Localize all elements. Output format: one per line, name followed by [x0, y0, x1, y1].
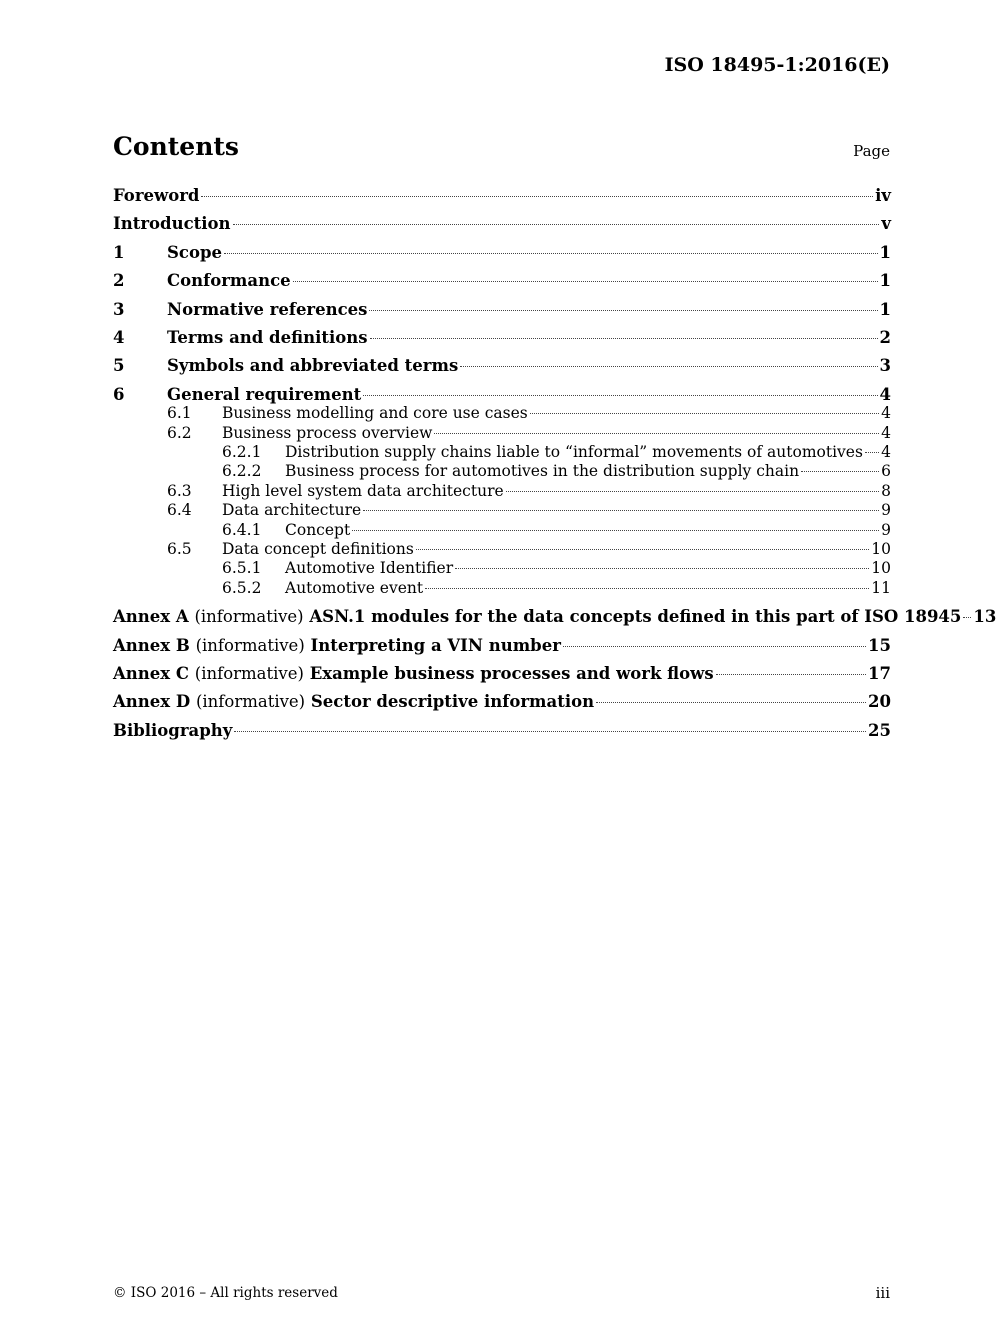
dot-leader: [596, 702, 866, 703]
toc-title: Business process overview: [222, 423, 433, 442]
dot-leader: [716, 674, 866, 675]
toc-page: 4: [881, 404, 891, 423]
toc-page: 6: [881, 462, 891, 481]
toc-title: Terms and definitions: [167, 327, 368, 347]
toc-entry-6-2[interactable]: [113, 424, 891, 443]
toc-title: Introduction: [113, 214, 231, 234]
toc-page: v: [881, 214, 891, 234]
toc-title: Business process for automotives in the distribution supply chain: [285, 462, 800, 481]
toc-number: 6.1: [167, 404, 192, 423]
toc-number: 6: [113, 384, 125, 404]
toc-page: 10: [871, 539, 891, 558]
contents-heading: Contents: [113, 132, 240, 161]
toc-title: ASN.1 modules for the data concepts defined in this part of ISO 18945: [309, 607, 962, 627]
toc-entry-scope[interactable]: [113, 243, 891, 271]
page-number: iii: [875, 1284, 890, 1302]
dot-leader: [506, 491, 879, 492]
toc-entry-6-1[interactable]: [113, 404, 891, 423]
toc-number: 6.3: [167, 481, 192, 500]
toc-entry-normative-references[interactable]: [113, 300, 891, 328]
toc-title: Example business processes and work flows: [309, 663, 714, 683]
toc-entry-6-5[interactable]: [113, 540, 891, 559]
toc-number: 6.5.1: [222, 559, 262, 578]
toc-number: 6.2.2: [222, 462, 262, 481]
toc-title: Normative references: [167, 299, 368, 319]
toc-title: Bibliography: [113, 720, 233, 740]
toc-entry-6-4[interactable]: [113, 501, 891, 520]
dot-leader: [801, 471, 879, 472]
toc-title: Automotive Identifier: [285, 559, 454, 578]
dot-leader: [434, 433, 879, 434]
toc-number: 1: [113, 242, 125, 262]
toc-title: High level system data architecture: [222, 481, 504, 500]
toc-title: Conformance: [167, 271, 291, 291]
toc-page: 20: [868, 692, 891, 712]
toc-page: 2: [879, 327, 891, 347]
annex-kind: (informative): [195, 635, 305, 655]
toc-entry-6-3[interactable]: [113, 482, 891, 501]
toc-entry-6-4-1[interactable]: [113, 521, 891, 540]
page-column-label: Page: [853, 142, 890, 160]
dot-leader: [865, 452, 879, 453]
dot-leader: [369, 310, 877, 311]
toc-title: Data architecture: [222, 501, 362, 520]
dot-leader: [363, 395, 877, 396]
toc-title: Data concept definitions: [222, 539, 414, 558]
toc-entry-6-5-2[interactable]: [113, 579, 891, 598]
dot-leader: [460, 366, 877, 367]
annex-label: Annex B: [113, 635, 190, 655]
dot-leader: [233, 224, 880, 225]
dot-leader: [352, 530, 879, 531]
toc-entry-6-2-2[interactable]: [113, 462, 891, 481]
dot-leader: [963, 617, 971, 618]
dot-leader: [563, 646, 866, 647]
toc-page: 1: [879, 299, 891, 319]
dot-leader: [201, 196, 873, 197]
toc-number: 6.2.1: [222, 443, 262, 462]
annex-kind: (informative): [194, 663, 304, 683]
toc-title: Scope: [167, 242, 223, 262]
toc-page: 9: [881, 501, 891, 520]
toc-page: 4: [881, 423, 891, 442]
toc-number: 2: [113, 271, 125, 291]
toc-page: 8: [881, 481, 891, 500]
dot-leader: [224, 253, 878, 254]
toc-page: iv: [875, 186, 891, 205]
toc-entry-6-2-1[interactable]: [113, 443, 891, 462]
toc-number: 6.5.2: [222, 578, 262, 597]
dot-leader: [234, 731, 866, 732]
toc-entry-symbols[interactable]: [113, 356, 891, 384]
dot-leader: [293, 281, 878, 282]
document-id: ISO 18495-1:2016(E): [664, 54, 890, 76]
dot-leader: [416, 549, 869, 550]
dot-leader: [530, 413, 879, 414]
toc-page: 25: [868, 720, 891, 740]
toc-title: Foreword: [113, 186, 200, 205]
dot-leader: [455, 568, 869, 569]
toc-entry-conformance[interactable]: [113, 271, 891, 299]
toc-number: 6.2: [167, 423, 192, 442]
toc-number: 6.4.1: [222, 520, 262, 539]
annex-kind: (informative): [195, 692, 306, 712]
toc-number: 6.4: [167, 501, 192, 520]
toc-page: 1: [879, 242, 891, 262]
toc-entry-introduction[interactable]: [113, 214, 891, 242]
toc-title: Automotive event: [285, 578, 424, 597]
toc-number: 3: [113, 299, 125, 319]
toc-page: 13: [973, 607, 996, 627]
toc-entry-foreword[interactable]: [113, 186, 891, 214]
toc-entry-annex-d[interactable]: [113, 692, 891, 720]
toc-page: 15: [868, 635, 891, 655]
toc-number: 5: [113, 356, 125, 376]
toc-entry-annex-a[interactable]: [113, 607, 996, 635]
dot-leader: [370, 338, 878, 339]
toc-number: 6.5: [167, 539, 192, 558]
annex-kind: (informative): [194, 607, 304, 627]
toc-title: Business modelling and core use cases: [222, 404, 528, 423]
toc-page: 10: [871, 559, 891, 578]
toc-title: Sector descriptive information: [310, 692, 595, 712]
toc-entry-general-requirement[interactable]: [113, 385, 891, 405]
toc-entry-bibliography[interactable]: [113, 721, 891, 749]
toc-page: 4: [881, 443, 891, 462]
toc-page: 11: [871, 578, 891, 597]
toc-page: 17: [868, 663, 891, 683]
toc-entry-annex-b[interactable]: [113, 636, 891, 664]
dot-leader: [425, 588, 869, 589]
table-of-contents: [113, 186, 996, 749]
dot-leader: [363, 510, 879, 511]
copyright-notice: © ISO 2016 – All rights reserved: [113, 1285, 338, 1301]
annex-label: Annex C: [113, 663, 190, 683]
toc-page: 4: [879, 384, 891, 404]
toc-title: Symbols and abbreviated terms: [167, 356, 459, 376]
toc-page: 1: [879, 271, 891, 291]
toc-entry-annex-c[interactable]: [113, 664, 891, 692]
toc-entry-terms-and-definitions[interactable]: [113, 328, 891, 356]
toc-number: 4: [113, 327, 125, 347]
toc-page: 9: [881, 520, 891, 539]
toc-entry-6-5-1[interactable]: [113, 559, 891, 578]
toc-title: Concept: [285, 520, 351, 539]
annex-label: Annex A: [113, 607, 189, 627]
toc-title: General requirement: [167, 384, 362, 404]
annex-label: Annex D: [113, 692, 191, 712]
toc-title: Interpreting a VIN number: [310, 635, 561, 655]
toc-page: 3: [879, 356, 891, 376]
toc-title: Distribution supply chains liable to “informal” movements of automotives: [285, 443, 863, 462]
